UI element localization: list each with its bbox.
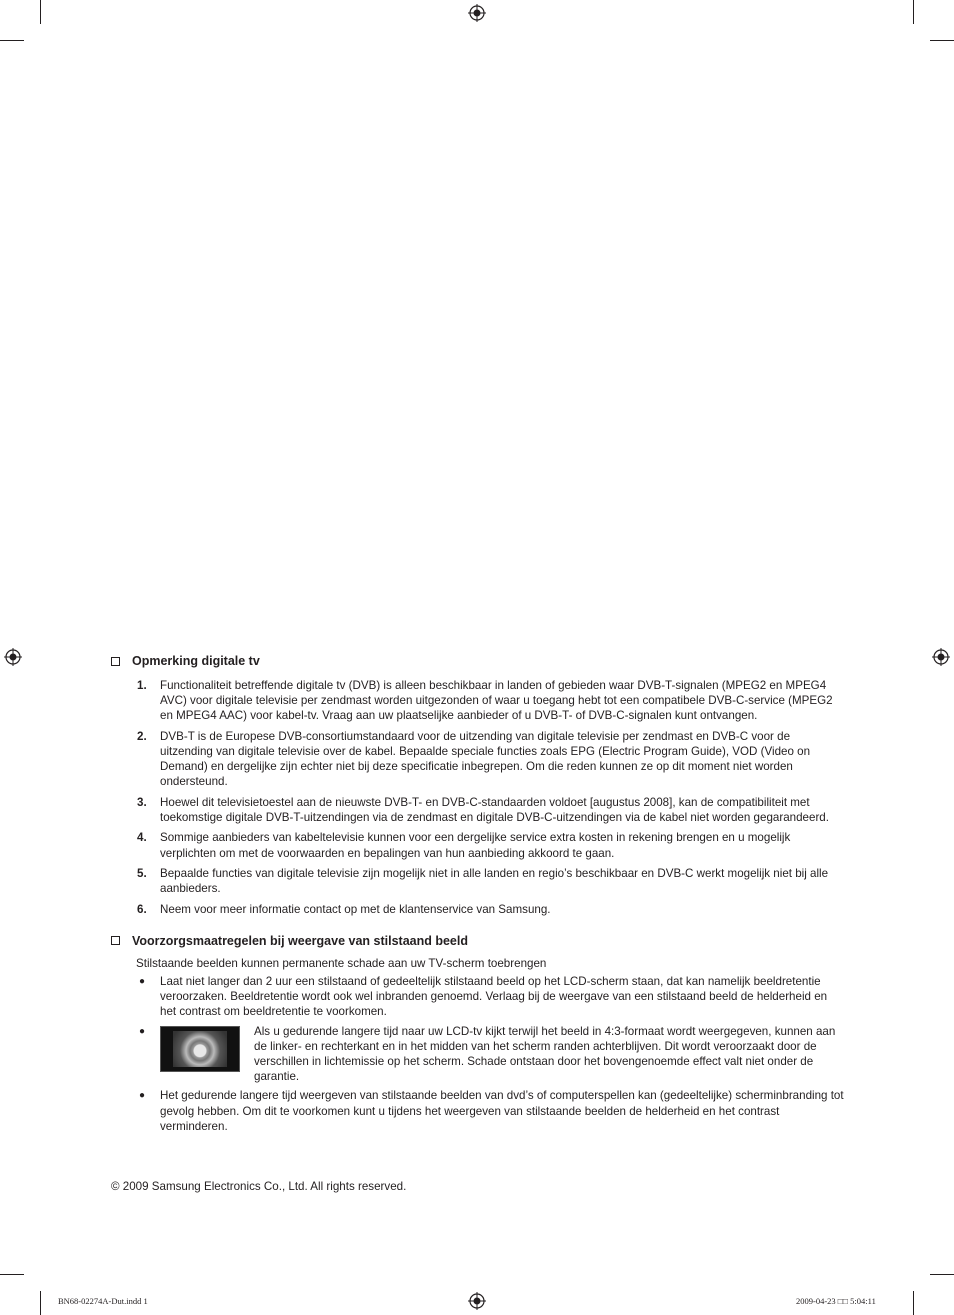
tv-screen-image [160, 1026, 240, 1072]
bullet-icon: ● [139, 1025, 146, 1037]
list-item [111, 902, 846, 917]
footer-filename: BN68-02274A-Dut.indd 1 [58, 1296, 148, 1306]
crop-mark [0, 1274, 24, 1275]
footer-timestamp: 2009-04-23 □□ 5:04:11 [796, 1296, 876, 1306]
item-number: 2. [137, 729, 147, 743]
list-item [111, 1088, 846, 1134]
item-number: 4. [137, 831, 147, 845]
registration-mark-icon [932, 648, 950, 666]
item-text: Hoewel dit televisietoestel aan de nieuwste DVB-T- en DVB-C-standaarden voldoet [augustus 2008], kan de compatibiliteit met toekomstige digitale DVB-T-uitzendingen via de zendmast en digitale DVB-C-uitzendingen via de kabel niet worden gegarandeerd. [160, 795, 829, 824]
crop-mark [930, 1274, 954, 1275]
section-heading-still-image [111, 934, 846, 948]
list-item [111, 678, 846, 724]
item-text: Bepaalde functies van digitale televisie zijn mogelijk niet in alle landen en regio’s beschikbaar en DVB-C werkt mogelijk niet bij alle aanbieders. [160, 866, 829, 896]
list-item [111, 830, 846, 860]
section-intro: Stilstaande beelden kunnen permanente schade aan uw TV-scherm toebrengen [136, 956, 547, 970]
bullet-icon: ● [139, 975, 146, 987]
item-text: DVB-T is de Europese DVB-consortiumstandaard voor de uitzending van digitale televisie per zendmast en DVB-C voor de uitzending van digitale televisie over de kabel. Bepaalde speciale functies zoals EPG (Electric Program Guide), VOD (Video on Demand) en dergelijke zijn echter niet bij deze specificatie inbegrepen. Om die reden kunnen ze op dit moment niet worden ondersteund. [160, 729, 811, 789]
item-number: 6. [137, 902, 147, 916]
list-item [111, 866, 846, 896]
list-item [111, 974, 846, 1020]
item-text: Sommige aanbieders van kabeltelevisie kunnen voor een dergelijke service extra kosten in rekening brengen en u mogelijk verplichten om met de voorwaarden en bepalingen van hun aanbieding akkoord te gaan. [160, 831, 791, 860]
section-title: Opmerking digitale tv [132, 654, 260, 668]
item-number: 5. [137, 866, 147, 880]
section-title: Voorzorgsmaatregelen bij weergave van stilstaand beeld [132, 933, 468, 948]
crop-mark [913, 0, 914, 24]
list-item [111, 795, 846, 825]
numbered-list [111, 678, 846, 917]
registration-mark-icon [4, 648, 22, 666]
copyright-notice: © 2009 Samsung Electronics Co., Ltd. All rights reserved. [111, 1180, 407, 1193]
crop-mark [913, 1291, 914, 1315]
section-heading-digital-tv [111, 654, 846, 668]
flower-screen [173, 1031, 227, 1067]
checkbox-square-icon [111, 657, 120, 666]
list-item [111, 729, 846, 790]
item-text: Neem voor meer informatie contact op met de klantenservice van Samsung. [160, 902, 551, 916]
crop-mark [40, 1291, 41, 1315]
item-with-image [160, 1024, 846, 1085]
crop-mark [40, 0, 41, 24]
main-content [111, 654, 846, 1138]
registration-mark-icon [468, 1292, 486, 1310]
item-number: 3. [137, 795, 147, 809]
item-text: Laat niet langer dan 2 uur een stilstaand of gedeeltelijk stilstaand beeld op het LCD-scherm staan, dat kan namelijk beeldretentie veroorzaken. Beeldretentie wordt ook wel inbranden genoemd. Verlaag bij de weergave van een stilstaand beeld de helderheid en het contrast om beeldretentie te voorkomen. [160, 974, 828, 1019]
crop-mark [930, 40, 954, 41]
registration-mark-icon [468, 4, 486, 22]
item-text: Als u gedurende langere tijd naar uw LCD-tv kijkt terwijl het beeld in 4:3-formaat wordt weergegeven, kunnen aan de linker- en rechterkant en in het midden van het scherm randen achterblijven. Dit wordt veroorzaakt door de verschillen in lichtemissie op het scherm. Schade ontstaan door het bovengenoemde effect valt niet onder de garantie. [254, 1024, 836, 1084]
list-item [111, 1024, 846, 1085]
bullet-icon: ● [139, 1090, 146, 1102]
section-still-image [111, 934, 846, 1134]
checkbox-square-icon [111, 936, 120, 945]
item-text: Functionaliteit betreffende digitale tv (DVB) is alleen beschikbaar in landen of gebieden waar DVB-T-signalen (MPEG2 en MPEG4 AVC) voor digitale televisie per zendmast worden uitgezonden of waar u toegang hebt tot een compatibele DVB-C-service (MPEG2 en MPEG4 AAC) voor kabel-tv. Vraag aan uw plaatselijke aanbieder of u DVB-T- of DVB-C-signalen kunt ontvangen. [160, 679, 833, 723]
crop-mark [0, 40, 24, 41]
item-text: Het gedurende langere tijd weergeven van stilstaande beelden van dvd’s of computerspellen kan (gedeeltelijke) scherminbranding tot gevolg hebben. Om dit te voorkomen kunt u tijdens het weergeven van stilstaande beelden de helderheid en het contrast verminderen. [160, 1089, 844, 1133]
item-number: 1. [137, 679, 147, 692]
